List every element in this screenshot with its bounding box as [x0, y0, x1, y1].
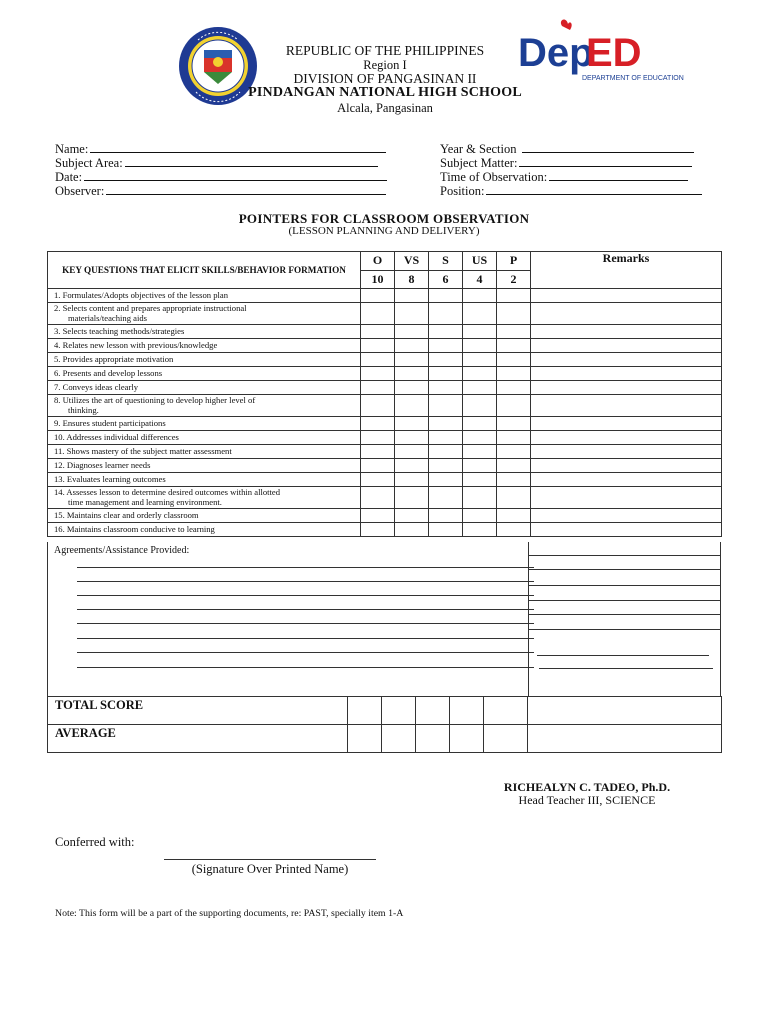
score-cell[interactable]	[361, 367, 395, 381]
remarks-cell[interactable]	[531, 509, 722, 523]
agreement-line[interactable]	[77, 623, 534, 624]
remarks-cell[interactable]	[531, 523, 722, 537]
remarks-line[interactable]	[529, 614, 721, 615]
key-question-text: 13. Evaluates learning outcomes	[54, 473, 166, 484]
table-row	[48, 325, 722, 339]
score-cell[interactable]	[497, 325, 531, 339]
score-cell[interactable]	[463, 339, 497, 353]
score-cell[interactable]	[395, 509, 429, 523]
score-cell[interactable]	[429, 381, 463, 395]
total-score-cell[interactable]	[382, 697, 416, 725]
remarks-cell[interactable]	[531, 417, 722, 431]
table-row	[48, 339, 722, 353]
scale-code-vs: VS	[395, 252, 429, 271]
score-cell[interactable]	[429, 325, 463, 339]
table-row	[48, 459, 722, 473]
score-cell[interactable]	[429, 395, 463, 417]
torch-flame-icon	[561, 20, 572, 30]
total-score-label: TOTAL SCORE	[48, 697, 348, 725]
conferred-signature-line[interactable]	[164, 859, 376, 860]
average-cell[interactable]	[484, 725, 528, 753]
key-question-item	[48, 325, 361, 339]
score-cell[interactable]	[463, 381, 497, 395]
score-cell[interactable]	[429, 523, 463, 537]
score-cell[interactable]	[463, 487, 497, 509]
observer-field[interactable]	[55, 184, 386, 199]
key-question-item	[48, 509, 361, 523]
table-row	[48, 473, 722, 487]
score-cell[interactable]	[395, 353, 429, 367]
score-cell[interactable]	[429, 473, 463, 487]
score-cell[interactable]	[429, 367, 463, 381]
score-cell[interactable]	[361, 353, 395, 367]
scale-code-us: US	[463, 252, 497, 271]
score-cell[interactable]	[497, 523, 531, 537]
observer-label: Observer:	[55, 184, 105, 198]
scale-points-s: 6	[429, 271, 463, 289]
key-question-text: 6. Presents and develop lessons	[54, 367, 163, 378]
signatory-name: RICHEALYN C. TADEO, Ph.D.	[503, 780, 671, 794]
form-subtitle: (LESSON PLANNING AND DELIVERY)	[288, 225, 480, 237]
score-cell[interactable]	[395, 289, 429, 303]
average-cell[interactable]	[348, 725, 382, 753]
score-cell[interactable]	[361, 487, 395, 509]
logo-caption: DEPARTMENT OF EDUCATION	[582, 75, 684, 82]
score-cell[interactable]	[497, 289, 531, 303]
score-cell[interactable]	[395, 325, 429, 339]
score-cell[interactable]	[497, 487, 531, 509]
score-cell[interactable]	[361, 431, 395, 445]
scale-points-o: 10	[361, 271, 395, 289]
key-questions-header: KEY QUESTIONS THAT ELICIT SKILLS/BEHAVIOR FORMATION	[48, 252, 361, 289]
score-cell[interactable]	[497, 431, 531, 445]
score-cell[interactable]	[497, 445, 531, 459]
remarks-cell[interactable]	[531, 487, 722, 509]
remarks-cell[interactable]	[531, 459, 722, 473]
key-question-text: 12. Diagnoses learner needs	[54, 459, 151, 470]
subject-area-label: Subject Area:	[55, 156, 123, 170]
score-cell[interactable]	[497, 509, 531, 523]
remarks-column-extension[interactable]	[528, 542, 721, 697]
key-question-text: 16. Maintains classroom conducive to learning	[54, 523, 215, 534]
score-cell[interactable]	[361, 417, 395, 431]
key-question-item	[48, 445, 361, 459]
table-row	[48, 289, 722, 303]
name-field[interactable]	[55, 142, 386, 157]
year-section-field[interactable]	[440, 142, 694, 157]
score-cell[interactable]	[429, 431, 463, 445]
observation-table	[47, 251, 722, 537]
score-cell[interactable]	[463, 325, 497, 339]
key-question-continuation: time management and learning environment.	[68, 496, 222, 507]
score-cell[interactable]	[395, 381, 429, 395]
position-field[interactable]	[440, 184, 702, 199]
score-cell[interactable]	[463, 303, 497, 325]
scale-points-us: 4	[463, 271, 497, 289]
remarks-line[interactable]	[529, 600, 721, 601]
table-row	[48, 381, 722, 395]
score-cell[interactable]	[497, 473, 531, 487]
key-question-text: 11. Shows mastery of the subject matter assessment	[54, 445, 232, 456]
score-cell[interactable]	[463, 459, 497, 473]
average-cell[interactable]	[382, 725, 416, 753]
score-cell[interactable]	[497, 303, 531, 325]
score-cell[interactable]	[429, 417, 463, 431]
score-cell[interactable]	[497, 417, 531, 431]
key-question-text: 2. Selects content and prepares appropriate instructional	[54, 303, 247, 314]
score-cell[interactable]	[463, 473, 497, 487]
name-label: Name:	[55, 142, 89, 156]
time-of-observation-label: Time of Observation:	[440, 170, 548, 184]
key-question-item	[48, 417, 361, 431]
remarks-cell[interactable]	[531, 367, 722, 381]
logo-dep-text: Dep	[518, 31, 594, 75]
score-cell[interactable]	[497, 367, 531, 381]
agreement-line[interactable]	[77, 652, 534, 653]
score-cell[interactable]	[395, 303, 429, 325]
score-cell[interactable]	[429, 509, 463, 523]
total-score-remarks[interactable]	[528, 697, 722, 725]
key-question-item	[48, 487, 361, 509]
remarks-cell[interactable]	[531, 395, 722, 417]
score-cell[interactable]	[361, 339, 395, 353]
date-field[interactable]	[55, 170, 387, 185]
score-cell[interactable]	[429, 353, 463, 367]
scale-code-s: S	[429, 252, 463, 271]
remarks-cell[interactable]	[531, 381, 722, 395]
score-cell[interactable]	[429, 445, 463, 459]
time-of-observation-field[interactable]	[440, 170, 688, 185]
table-row	[48, 303, 722, 325]
score-cell[interactable]	[497, 353, 531, 367]
remarks-cell[interactable]	[531, 473, 722, 487]
score-cell[interactable]	[429, 339, 463, 353]
key-question-text: 5. Provides appropriate motivation	[54, 353, 174, 364]
key-question-text: 8. Utilizes the art of questioning to develop higher level of	[54, 395, 256, 406]
totals-table	[47, 696, 722, 753]
score-cell[interactable]	[429, 303, 463, 325]
score-cell[interactable]	[429, 459, 463, 473]
remarks-line[interactable]	[529, 569, 721, 570]
scale-code-o: O	[361, 252, 395, 271]
location-heading: Alcala, Pangasinan	[337, 101, 433, 115]
subject-matter-field[interactable]	[440, 156, 692, 171]
remarks-line[interactable]	[529, 555, 721, 556]
subject-area-field[interactable]	[55, 156, 378, 171]
school-heading: PINDANGAN NATIONAL HIGH SCHOOL	[248, 85, 522, 100]
score-cell[interactable]	[497, 339, 531, 353]
key-question-text: 14. Assesses lesson to determine desired outcomes within allotted	[54, 487, 281, 498]
key-question-text: 1. Formulates/Adopts objectives of the lesson plan	[54, 289, 228, 300]
table-row	[48, 509, 722, 523]
average-remarks[interactable]	[528, 725, 722, 753]
score-cell[interactable]	[463, 289, 497, 303]
table-row	[48, 523, 722, 537]
key-question-item	[48, 339, 361, 353]
score-cell[interactable]	[463, 445, 497, 459]
date-label: Date:	[55, 170, 83, 184]
score-cell[interactable]	[361, 395, 395, 417]
table-row	[48, 395, 722, 417]
score-cell[interactable]	[463, 353, 497, 367]
agreement-line[interactable]	[77, 667, 534, 668]
score-cell[interactable]	[395, 395, 429, 417]
region-heading: Region I	[363, 58, 407, 72]
remarks-cell[interactable]	[531, 431, 722, 445]
average-label: AVERAGE	[48, 725, 348, 753]
key-question-item	[48, 381, 361, 395]
score-cell[interactable]	[429, 487, 463, 509]
key-question-continuation: thinking.	[68, 404, 99, 415]
scale-code-p: P	[497, 252, 531, 271]
total-score-cell[interactable]	[416, 697, 450, 725]
key-question-item	[48, 431, 361, 445]
key-question-text: 15. Maintains clear and orderly classroom	[54, 509, 199, 520]
score-cell[interactable]	[463, 509, 497, 523]
table-row	[48, 431, 722, 445]
key-question-text: 7. Conveys ideas clearly	[54, 381, 139, 392]
score-cell[interactable]	[361, 325, 395, 339]
key-question-text: 4. Relates new lesson with previous/knowledge	[54, 339, 218, 350]
score-cell[interactable]	[361, 509, 395, 523]
score-cell[interactable]	[463, 431, 497, 445]
score-cell[interactable]	[395, 487, 429, 509]
key-question-text: 3. Selects teaching methods/strategies	[54, 325, 185, 336]
score-cell[interactable]	[361, 473, 395, 487]
logo-ed-text: ED	[586, 31, 642, 75]
score-cell[interactable]	[395, 523, 429, 537]
footnote: Note: This form will be a part of the supporting documents, re: PAST, specially item 1-A	[55, 908, 404, 919]
score-cell[interactable]	[395, 367, 429, 381]
score-cell[interactable]	[463, 417, 497, 431]
agreement-line[interactable]	[77, 609, 534, 610]
total-score-cell[interactable]	[348, 697, 382, 725]
score-cell[interactable]	[429, 289, 463, 303]
key-question-item	[48, 303, 361, 325]
score-cell[interactable]	[395, 339, 429, 353]
remarks-cell[interactable]	[531, 303, 722, 325]
key-question-item	[48, 367, 361, 381]
scale-points-p: 2	[497, 271, 531, 289]
table-row	[48, 353, 722, 367]
key-question-continuation: materials/teaching aids	[68, 312, 147, 323]
remarks-signature-line[interactable]	[537, 655, 709, 656]
signature-caption: (Signature Over Printed Name)	[191, 862, 349, 876]
subject-matter-label: Subject Matter:	[440, 156, 518, 170]
signatory-position: Head Teacher III, SCIENCE	[518, 793, 656, 807]
score-cell[interactable]	[463, 395, 497, 417]
table-row	[48, 445, 722, 459]
remarks-header: Remarks	[531, 252, 722, 289]
key-question-item	[48, 353, 361, 367]
key-question-item	[48, 473, 361, 487]
average-cell[interactable]	[416, 725, 450, 753]
agreement-line[interactable]	[77, 595, 534, 596]
total-score-cell[interactable]	[484, 697, 528, 725]
key-question-text: 10. Addresses individual differences	[54, 431, 179, 442]
average-cell[interactable]	[450, 725, 484, 753]
agreement-line[interactable]	[77, 581, 534, 582]
score-cell[interactable]	[497, 381, 531, 395]
key-question-item	[48, 395, 361, 417]
agreements-box[interactable]	[47, 542, 529, 697]
score-cell[interactable]	[361, 459, 395, 473]
republic-heading: REPUBLIC OF THE PHILIPPINES	[285, 43, 485, 58]
remarks-cell[interactable]	[531, 445, 722, 459]
score-cell[interactable]	[463, 523, 497, 537]
total-score-cell[interactable]	[450, 697, 484, 725]
form-title: POINTERS FOR CLASSROOM OBSERVATION	[238, 211, 530, 226]
remarks-cell[interactable]	[531, 325, 722, 339]
agreement-line[interactable]	[77, 638, 534, 639]
score-cell[interactable]	[395, 459, 429, 473]
score-cell[interactable]	[361, 289, 395, 303]
remarks-cell[interactable]	[531, 339, 722, 353]
score-cell[interactable]	[497, 395, 531, 417]
score-cell[interactable]	[463, 367, 497, 381]
key-question-item	[48, 289, 361, 303]
score-cell[interactable]	[361, 445, 395, 459]
division-heading: DIVISION OF PANGASINAN II	[293, 71, 477, 86]
score-cell[interactable]	[361, 303, 395, 325]
remarks-cell[interactable]	[531, 289, 722, 303]
table-row	[48, 417, 722, 431]
key-question-text: 9. Ensures student participations	[54, 417, 166, 428]
remarks-line[interactable]	[529, 585, 721, 586]
remarks-cell[interactable]	[531, 353, 722, 367]
score-cell[interactable]	[395, 473, 429, 487]
year-section-label: Year & Section	[440, 142, 517, 156]
score-cell[interactable]	[395, 431, 429, 445]
key-question-item	[48, 523, 361, 537]
agreement-line[interactable]	[77, 567, 534, 568]
scale-points-vs: 8	[395, 271, 429, 289]
score-cell[interactable]	[361, 381, 395, 395]
score-cell[interactable]	[395, 417, 429, 431]
conferred-label: Conferred with:	[55, 835, 135, 849]
score-cell[interactable]	[395, 445, 429, 459]
position-label: Position:	[440, 184, 485, 198]
remarks-signature-line[interactable]	[539, 668, 713, 669]
remarks-line[interactable]	[529, 629, 721, 630]
score-cell[interactable]	[497, 459, 531, 473]
key-question-item	[48, 459, 361, 473]
score-cell[interactable]	[361, 523, 395, 537]
table-row	[48, 487, 722, 509]
agreements-label: Agreements/Assistance Provided:	[54, 545, 190, 556]
table-row	[48, 367, 722, 381]
